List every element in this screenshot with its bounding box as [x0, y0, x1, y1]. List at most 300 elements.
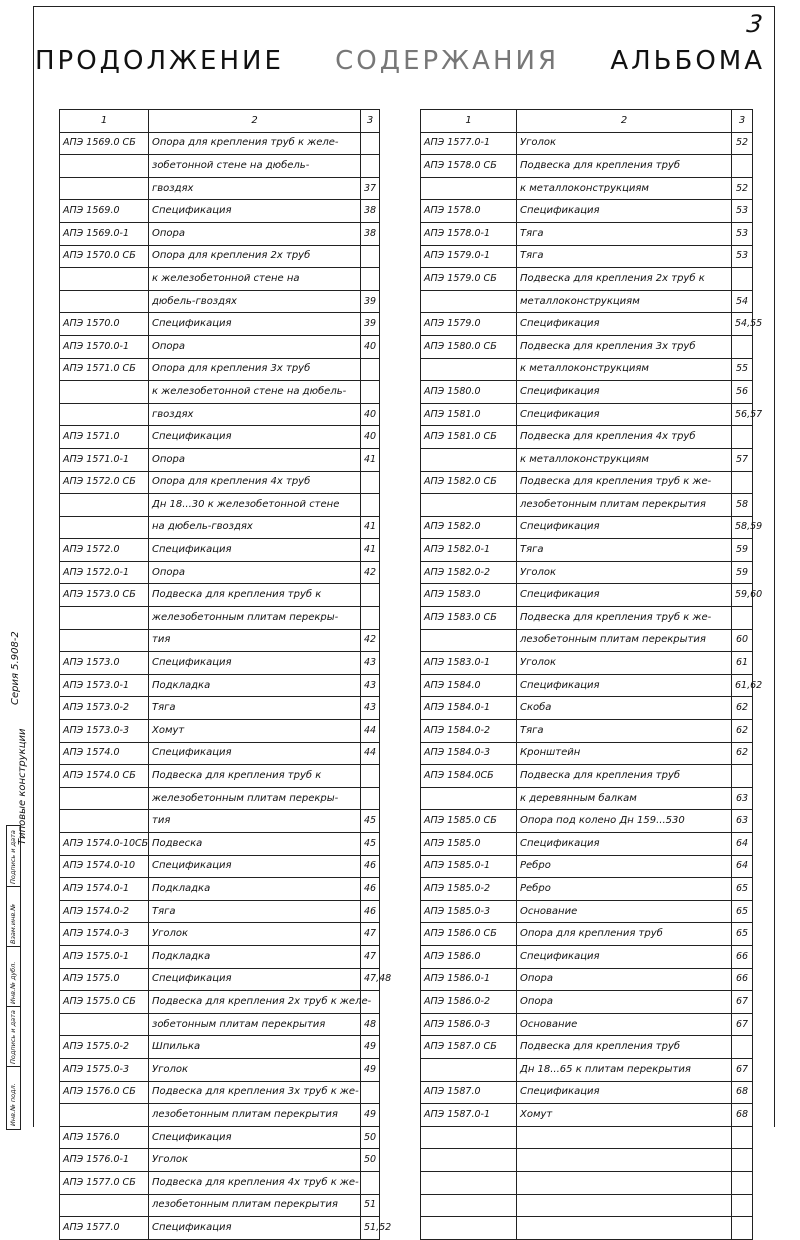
doc-code-cell [421, 1171, 517, 1194]
page-cell: 51,52 [361, 1217, 380, 1240]
doc-code-cell: АПЭ 1574.0 [60, 742, 149, 765]
page-cell [732, 1171, 753, 1194]
page-cell [732, 1217, 753, 1240]
doc-code-cell: АПЭ 1587.0 СБ [421, 1036, 517, 1059]
doc-code-cell: АПЭ 1582.0 СБ [421, 471, 517, 494]
description-cell: металлоконструкциям [517, 290, 732, 313]
table-row [421, 1058, 753, 1081]
description-cell: Подвеска для крепления труб [517, 155, 732, 178]
description-cell: Подвеска для крепления труб к [149, 584, 361, 607]
table-row [421, 652, 753, 675]
description-cell: Ребро [517, 855, 732, 878]
page-cell: 44 [361, 742, 380, 765]
table-row [421, 742, 753, 765]
table-row [60, 358, 380, 381]
table-row [60, 290, 380, 313]
description-cell: Подкладка [149, 878, 361, 901]
table-row [421, 426, 753, 449]
page-cell [361, 584, 380, 607]
description-cell: лезобетонным плитам перекрытия [149, 1194, 361, 1217]
description-cell: к металлоконструкциям [517, 358, 732, 381]
doc-code-cell: АПЭ 1579.0 [421, 313, 517, 336]
title-word-1: ПРОДОЛЖЕНИЕ [34, 46, 284, 76]
page-cell [361, 765, 380, 788]
doc-code-cell [60, 177, 149, 200]
doc-code-cell: АПЭ 1584.0СБ [421, 765, 517, 788]
page-cell [732, 1126, 753, 1149]
table-row [60, 945, 380, 968]
stamp-divider [7, 886, 20, 887]
doc-code-cell: АПЭ 1571.0-1 [60, 448, 149, 471]
description-cell: Подвеска для крепления труб [517, 765, 732, 788]
doc-code-cell: АПЭ 1576.0 СБ [60, 1081, 149, 1104]
table-row [60, 923, 380, 946]
table-row [60, 1149, 380, 1172]
description-cell: на дюбель-гвоздях [149, 516, 361, 539]
description-cell: Опора под колено Дн 159...530 [517, 810, 732, 833]
table-row [60, 1171, 380, 1194]
header-row [60, 110, 380, 133]
table-row [421, 561, 753, 584]
contents-table-left [59, 109, 392, 1240]
description-cell: Подвеска для крепления 2х труб к [517, 268, 732, 291]
description-cell: Тяга [149, 900, 361, 923]
doc-code-cell: АПЭ 1586.0 [421, 945, 517, 968]
page-cell: 54,55 [732, 313, 753, 336]
contents-table-right [420, 109, 763, 1240]
page-cell: 64 [732, 855, 753, 878]
table-row [60, 1081, 380, 1104]
table-row [421, 878, 753, 901]
page-cell: 67 [732, 1013, 753, 1036]
typical-constructions-label: Типовые конструкции [17, 728, 28, 845]
description-cell: гвоздях [149, 403, 361, 426]
page-cell: 46 [361, 855, 380, 878]
doc-code-cell [421, 1149, 517, 1172]
doc-code-cell: АПЭ 1581.0 СБ [421, 426, 517, 449]
table-row [421, 765, 753, 788]
table-row [60, 471, 380, 494]
description-cell: Спецификация [149, 313, 361, 336]
description-cell: к металлоконструкциям [517, 448, 732, 471]
description-cell: Спецификация [517, 403, 732, 426]
description-cell: Уголок [517, 561, 732, 584]
table-row [421, 923, 753, 946]
page-cell: 53 [732, 200, 753, 223]
description-cell [517, 1149, 732, 1172]
table-row [421, 1171, 753, 1194]
column-header-1: 1 [421, 110, 517, 133]
description-cell: Спецификация [517, 200, 732, 223]
table-row [421, 697, 753, 720]
page-cell: 50 [361, 1126, 380, 1149]
page-cell [732, 335, 753, 358]
table-row [60, 742, 380, 765]
doc-code-cell: АПЭ 1576.0-1 [60, 1149, 149, 1172]
page-cell: 67 [732, 991, 753, 1014]
description-cell: Спецификация [517, 833, 732, 856]
doc-code-cell: АПЭ 1569.0 СБ [60, 132, 149, 155]
page-cell: 42 [361, 629, 380, 652]
stamp-divider [7, 946, 20, 947]
table-row [60, 1013, 380, 1036]
table-row [60, 652, 380, 675]
doc-code-cell [60, 268, 149, 291]
page-cell: 48 [361, 1013, 380, 1036]
table-row [421, 471, 753, 494]
doc-code-cell: АПЭ 1586.0-3 [421, 1013, 517, 1036]
doc-code-cell: АПЭ 1583.0-1 [421, 652, 517, 675]
page-cell: 49 [361, 1058, 380, 1081]
page-cell: 43 [361, 652, 380, 675]
description-cell: Тяга [517, 222, 732, 245]
table-row [60, 833, 380, 856]
table-row [60, 268, 380, 291]
description-cell: Уголок [149, 1058, 361, 1081]
description-cell: Подвеска для крепления 3х труб к же- [149, 1081, 361, 1104]
page-cell: 67 [732, 1058, 753, 1081]
page-cell: 64 [732, 833, 753, 856]
description-cell: Спецификация [517, 1081, 732, 1104]
table-row [421, 313, 753, 336]
table-row [421, 403, 753, 426]
table-row [421, 720, 753, 743]
doc-code-cell: АПЭ 1573.0 СБ [60, 584, 149, 607]
page-cell: 62 [732, 697, 753, 720]
description-cell: лезобетонным плитам перекрытия [517, 629, 732, 652]
description-cell: зобетонным плитам перекрытия [149, 1013, 361, 1036]
doc-code-cell: АПЭ 1574.0 СБ [60, 765, 149, 788]
page-cell: 59 [732, 561, 753, 584]
table-row [60, 1217, 380, 1240]
table-row [421, 584, 753, 607]
description-cell [517, 1171, 732, 1194]
doc-code-cell: АПЭ 1583.0 [421, 584, 517, 607]
doc-code-cell: АПЭ 1582.0-2 [421, 561, 517, 584]
page-cell: 39 [361, 290, 380, 313]
doc-code-cell [60, 787, 149, 810]
description-cell: Ребро [517, 878, 732, 901]
doc-code-cell [60, 516, 149, 539]
table-row [60, 674, 380, 697]
description-cell: Тяга [517, 539, 732, 562]
page-cell [361, 607, 380, 630]
doc-code-cell: АПЭ 1580.0 СБ [421, 335, 517, 358]
doc-code-cell: АПЭ 1569.0-1 [60, 222, 149, 245]
table-row [60, 629, 380, 652]
table-row [60, 403, 380, 426]
table-row [60, 1194, 380, 1217]
description-cell: Опора [149, 561, 361, 584]
description-cell: к деревянным балкам [517, 787, 732, 810]
column-header-1: 1 [60, 110, 149, 133]
page-cell: 59,60 [732, 584, 753, 607]
doc-code-cell [421, 1194, 517, 1217]
doc-code-cell: АПЭ 1578.0 [421, 200, 517, 223]
description-cell: к железобетонной стене на дюбель- [149, 381, 361, 404]
page-cell [732, 426, 753, 449]
doc-code-cell [421, 787, 517, 810]
table-row [60, 245, 380, 268]
description-cell: Подвеска для крепления 2х труб к желе- [149, 991, 361, 1014]
doc-code-cell: АПЭ 1578.0 СБ [421, 155, 517, 178]
table-row [421, 787, 753, 810]
table-row [60, 878, 380, 901]
doc-code-cell: АПЭ 1570.0 [60, 313, 149, 336]
table-row [60, 222, 380, 245]
table-row [60, 516, 380, 539]
table-row [60, 720, 380, 743]
table-row [421, 629, 753, 652]
description-cell: Основание [517, 900, 732, 923]
table-row [60, 607, 380, 630]
description-cell: Спецификация [517, 381, 732, 404]
doc-code-cell: АПЭ 1584.0-3 [421, 742, 517, 765]
description-cell: Спецификация [149, 855, 361, 878]
page-cell: 46 [361, 900, 380, 923]
page-cell: 37 [361, 177, 380, 200]
doc-code-cell: АПЭ 1579.0-1 [421, 245, 517, 268]
page-cell: 45 [361, 810, 380, 833]
description-cell: Опора для крепления 4х труб [149, 471, 361, 494]
doc-code-cell: АПЭ 1570.0-1 [60, 335, 149, 358]
doc-code-cell: АПЭ 1585.0-2 [421, 878, 517, 901]
page-cell: 49 [361, 1036, 380, 1059]
page-cell: 47 [361, 945, 380, 968]
doc-code-cell [60, 1013, 149, 1036]
description-cell: Подвеска для крепления труб к [149, 765, 361, 788]
doc-code-cell: АПЭ 1579.0 СБ [421, 268, 517, 291]
page-cell: 44 [361, 720, 380, 743]
doc-code-cell: АПЭ 1571.0 СБ [60, 358, 149, 381]
page-cell [732, 268, 753, 291]
page-cell: 61 [732, 652, 753, 675]
description-cell: Дн 18...30 к железобетонной стене [149, 494, 361, 517]
table-row [421, 855, 753, 878]
page-cell [361, 155, 380, 178]
page-cell: 62 [732, 720, 753, 743]
description-cell: Подвеска для крепления 3х труб [517, 335, 732, 358]
page-cell [361, 245, 380, 268]
doc-code-cell: АПЭ 1573.0-3 [60, 720, 149, 743]
description-cell: Хомут [517, 1104, 732, 1127]
description-cell: тия [149, 629, 361, 652]
table-row [421, 494, 753, 517]
column-header-2: 2 [149, 110, 361, 133]
table-row [60, 765, 380, 788]
page-cell: 52 [732, 177, 753, 200]
page-cell [732, 471, 753, 494]
table-row [421, 833, 753, 856]
stamp-column [6, 825, 21, 1130]
doc-code-cell: АПЭ 1582.0-1 [421, 539, 517, 562]
table-row [421, 1104, 753, 1127]
table-row [421, 155, 753, 178]
doc-code-cell: АПЭ 1585.0 СБ [421, 810, 517, 833]
description-cell: Подвеска для крепления 4х труб к же- [149, 1171, 361, 1194]
page-cell: 63 [732, 810, 753, 833]
page-cell: 50 [361, 1149, 380, 1172]
page-cell: 56,57 [732, 403, 753, 426]
table-row [421, 1036, 753, 1059]
doc-code-cell: АПЭ 1577.0 [60, 1217, 149, 1240]
description-cell: Спецификация [517, 674, 732, 697]
description-cell: железобетонным плитам перекры- [149, 787, 361, 810]
table-row [421, 200, 753, 223]
table-row [60, 697, 380, 720]
table-row [421, 1149, 753, 1172]
doc-code-cell [60, 1194, 149, 1217]
stamp-divider [7, 1066, 20, 1067]
page-cell [732, 1194, 753, 1217]
table-row [421, 1217, 753, 1240]
doc-code-cell: АПЭ 1586.0 СБ [421, 923, 517, 946]
doc-code-cell [421, 494, 517, 517]
doc-code-cell: АПЭ 1572.0 СБ [60, 471, 149, 494]
page-cell [732, 1149, 753, 1172]
table-row [421, 968, 753, 991]
description-cell: Спецификация [149, 968, 361, 991]
page-cell: 58 [732, 494, 753, 517]
page-cell: 53 [732, 245, 753, 268]
description-cell: Опора [149, 222, 361, 245]
table-row [60, 787, 380, 810]
description-cell: Опора [517, 968, 732, 991]
page-cell: 55 [732, 358, 753, 381]
table-row [421, 607, 753, 630]
table-row [421, 245, 753, 268]
column-header-3: 3 [361, 110, 380, 133]
table-row [60, 584, 380, 607]
page-cell: 66 [732, 945, 753, 968]
doc-code-cell: АПЭ 1573.0-1 [60, 674, 149, 697]
page-cell: 52 [732, 132, 753, 155]
table-row [421, 1126, 753, 1149]
table-row [60, 155, 380, 178]
page-cell: 41 [361, 516, 380, 539]
page-cell: 57 [732, 448, 753, 471]
doc-code-cell [421, 448, 517, 471]
description-cell: Спецификация [149, 1126, 361, 1149]
doc-code-cell [421, 358, 517, 381]
description-cell: Тяга [517, 720, 732, 743]
doc-code-cell [421, 1058, 517, 1081]
doc-code-cell: АПЭ 1573.0 [60, 652, 149, 675]
table-row [421, 177, 753, 200]
description-cell: Опора [517, 991, 732, 1014]
doc-code-cell: АПЭ 1574.0-1 [60, 878, 149, 901]
page-cell [732, 765, 753, 788]
description-cell [517, 1217, 732, 1240]
table-row [60, 381, 380, 404]
doc-code-cell: АПЭ 1583.0 СБ [421, 607, 517, 630]
table-row [60, 1104, 380, 1127]
doc-code-cell: АПЭ 1580.0 [421, 381, 517, 404]
description-cell: железобетонным плитам перекры- [149, 607, 361, 630]
description-cell [517, 1126, 732, 1149]
doc-code-cell: АПЭ 1574.0-3 [60, 923, 149, 946]
doc-code-cell: АПЭ 1575.0-2 [60, 1036, 149, 1059]
doc-code-cell: АПЭ 1572.0-1 [60, 561, 149, 584]
page-cell: 58,59 [732, 516, 753, 539]
page-cell: 65 [732, 878, 753, 901]
doc-code-cell [421, 1126, 517, 1149]
page-number: 3 [744, 10, 764, 38]
page-cell: 40 [361, 403, 380, 426]
table-row [421, 222, 753, 245]
doc-code-cell: АПЭ 1578.0-1 [421, 222, 517, 245]
table-row [421, 290, 753, 313]
description-cell: Уголок [517, 652, 732, 675]
stamp-label: Взам.инв.№ [9, 904, 17, 944]
table-row [421, 381, 753, 404]
doc-code-cell: АПЭ 1575.0 [60, 968, 149, 991]
description-cell: к железобетонной стене на [149, 268, 361, 291]
page-cell: 49 [361, 1104, 380, 1127]
table-row [60, 855, 380, 878]
page-cell: 43 [361, 674, 380, 697]
page-cell: 45 [361, 833, 380, 856]
description-cell: Спецификация [517, 516, 732, 539]
page-cell: 41 [361, 448, 380, 471]
description-cell: дюбель-гвоздях [149, 290, 361, 313]
description-cell: Основание [517, 1013, 732, 1036]
description-cell: Подвеска для крепления 4х труб [517, 426, 732, 449]
table-row [421, 900, 753, 923]
description-cell: Уголок [149, 923, 361, 946]
table-row [60, 1036, 380, 1059]
doc-code-cell: АПЭ 1575.0 СБ [60, 991, 149, 1014]
table-row [60, 313, 380, 336]
description-cell: Подкладка [149, 945, 361, 968]
page-cell [361, 381, 380, 404]
doc-code-cell: АПЭ 1585.0-1 [421, 855, 517, 878]
doc-code-cell: АПЭ 1585.0 [421, 833, 517, 856]
description-cell: Уголок [149, 1149, 361, 1172]
page-cell: 40 [361, 335, 380, 358]
page-cell [361, 494, 380, 517]
doc-code-cell: АПЭ 1584.0-2 [421, 720, 517, 743]
page-cell: 60 [732, 629, 753, 652]
page-cell: 42 [361, 561, 380, 584]
table-row [421, 132, 753, 155]
page-cell: 66 [732, 968, 753, 991]
doc-code-cell: АПЭ 1577.0-1 [421, 132, 517, 155]
page-cell: 59 [732, 539, 753, 562]
table-row [421, 1194, 753, 1217]
doc-code-cell: АПЭ 1584.0 [421, 674, 517, 697]
doc-code-cell: АПЭ 1575.0-3 [60, 1058, 149, 1081]
table-row [60, 1058, 380, 1081]
description-cell: Подвеска для крепления труб к же- [517, 471, 732, 494]
description-cell: Спецификация [517, 584, 732, 607]
page-cell: 43 [361, 697, 380, 720]
page-cell: 53 [732, 222, 753, 245]
description-cell: Спецификация [149, 1217, 361, 1240]
doc-code-cell: АПЭ 1586.0-2 [421, 991, 517, 1014]
stamp-divider [7, 1006, 20, 1007]
doc-code-cell [60, 155, 149, 178]
doc-code-cell: АПЭ 1575.0-1 [60, 945, 149, 968]
doc-code-cell: АПЭ 1569.0 [60, 200, 149, 223]
page-cell [361, 132, 380, 155]
description-cell: лезобетонным плитам перекрытия [149, 1104, 361, 1127]
description-cell [517, 1194, 732, 1217]
table-row [60, 810, 380, 833]
doc-code-cell [60, 1104, 149, 1127]
table-row [421, 268, 753, 291]
page-cell: 61,62 [732, 674, 753, 697]
